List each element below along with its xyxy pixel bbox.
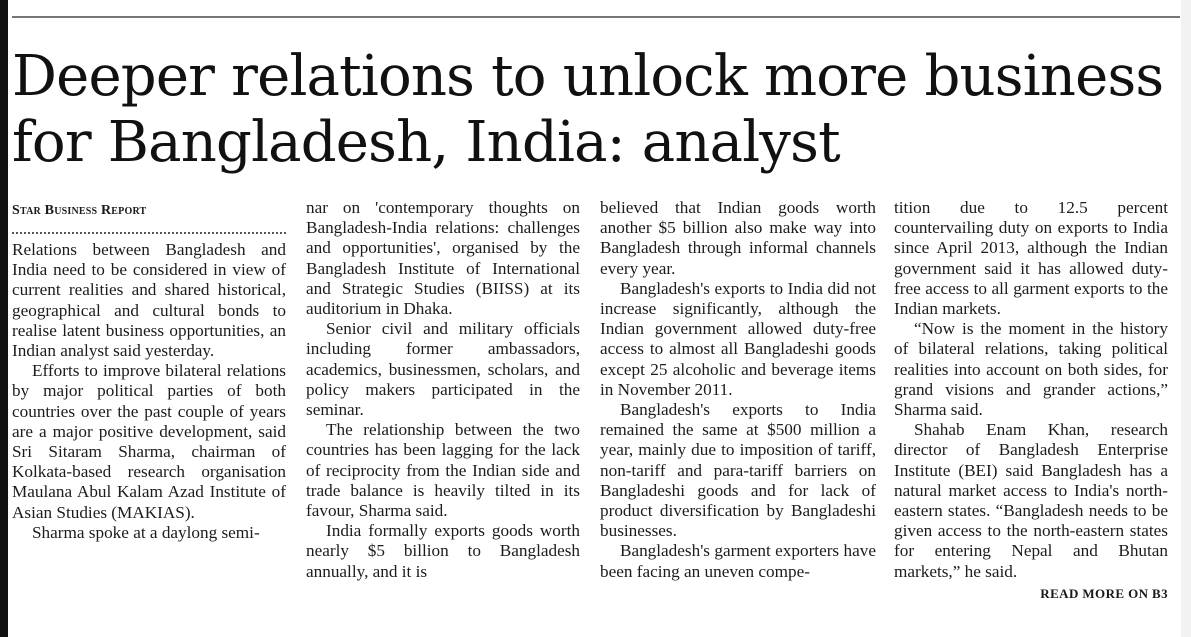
paragraph: tition due to 12.5 percent countervailing duty on exports to India since April 2013, although the Indian government said it has allowed duty-free access to all garment exports to the Indian markets. — [894, 198, 1168, 319]
headline-line-1: Deeper relations to unlock more business — [12, 44, 1164, 109]
article-column-3 — [600, 198, 876, 582]
top-rule — [12, 16, 1180, 18]
paragraph: The relationship between the two countries has been lagging for the lack of reciprocity from the Indian side and trade balance is heavily tilted in its favour, Sharma said. — [306, 420, 580, 521]
article-column-4 — [894, 198, 1168, 604]
paragraph: believed that Indian goods worth another $5 billion also make way into Bangladesh through informal channels every year. — [600, 198, 876, 278]
read-more-link[interactable]: READ MORE ON B3 — [1040, 585, 1168, 601]
article-column-1 — [12, 198, 286, 543]
paragraph: India formally exports goods worth nearly $5 billion to Bangladesh annually, and it is — [306, 521, 580, 581]
paragraph: Shahab Enam Khan, research director of Bangladesh Enterprise Institute (BEI) said Bangladesh has a natural market access to India's north-eastern states. “Bangladesh needs to be given access to the north-eastern states for entering Nepal and Bhutan markets,” he said. — [894, 420, 1168, 581]
byline-divider — [12, 232, 286, 234]
paragraph: Bangladesh's exports to India remained the same at $500 million a year, mainly due to imposition of tariff, non-tariff and para-tariff barriers on Bangladeshi goods and for lack of product diversification by Bangladeshi businesses. — [600, 400, 876, 541]
page-edge — [0, 0, 8, 637]
paragraph: Bangladesh's garment exporters have been facing an uneven compe- — [600, 541, 876, 581]
paragraph: Senior civil and military officials including former ambassadors, academics, businessmen, scholars, and policy makers participated in the seminar. — [306, 319, 580, 420]
paragraph: Relations between Bangladesh and India need to be considered in view of current realities and shared historical, geographical and cultural bonds to realise latent business opportunities, an Indian analyst said yesterday. — [12, 240, 286, 361]
paragraph: Efforts to improve bilateral relations by major political parties of both countries over the past couple of years are a major positive development, said Sri Sitaram Sharma, chairman of Kolkata-based research organisation Maulana Abul Kalam Azad Institute of Asian Studies (MAKIAS). — [12, 361, 286, 522]
headline — [12, 44, 1177, 176]
headline-line-2: for Bangladesh, India: analyst — [12, 110, 840, 175]
paragraph: Bangladesh's exports to India did not increase significantly, although the Indian government allowed duty-free access to almost all Bangladeshi goods except 25 alcoholic and beverage items in November 2011. — [600, 278, 876, 399]
paragraph: “Now is the moment in the history of bilateral relations, taking political realities into account on both sides, for grand visions and grander actions,” Sharma said. — [894, 319, 1168, 420]
paragraph: Sharma spoke at a daylong semi- — [32, 522, 260, 542]
paragraph: nar on 'contemporary thoughts on Bangladesh-India relations: challenges and opportunities', organised by the Bangladesh Institute of International and Strategic Studies (BIISS) at its auditorium in Dhaka. — [306, 198, 580, 319]
article-column-2 — [306, 198, 580, 582]
byline: Star Business Report — [12, 203, 147, 218]
page-margin — [1181, 0, 1191, 637]
